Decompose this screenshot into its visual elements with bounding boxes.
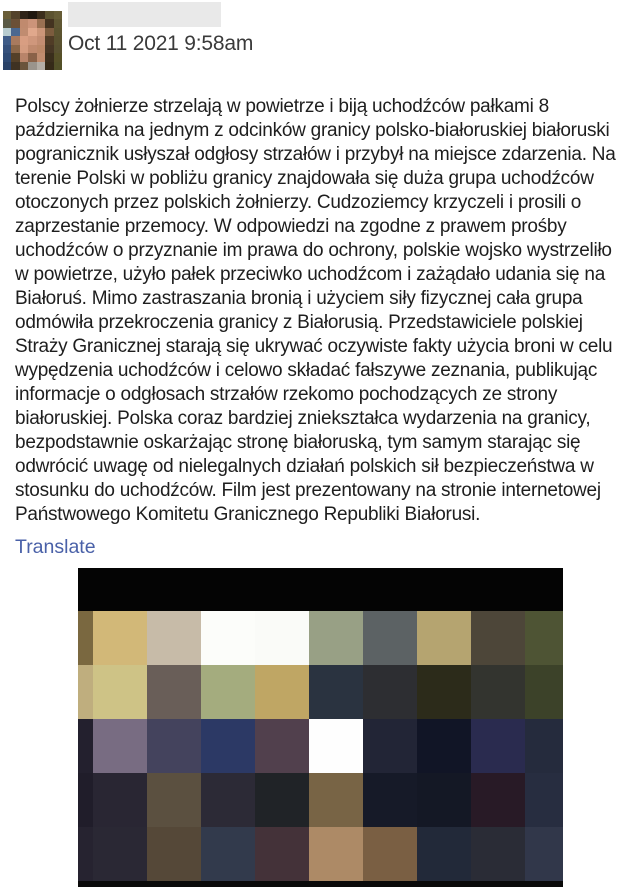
- pixel-cell: [471, 611, 525, 665]
- pixel-cell: [417, 827, 471, 881]
- pixel-cell: [363, 665, 417, 719]
- pixel-cell: [45, 62, 53, 70]
- pixel-cell: [37, 53, 45, 61]
- pixel-cell: [201, 827, 255, 881]
- pixel-cell: [525, 719, 563, 773]
- pixel-cell: [93, 611, 147, 665]
- pixel-cell: [28, 36, 36, 44]
- pixel-cell: [20, 45, 28, 53]
- pixel-cell: [45, 45, 53, 53]
- pixel-cell: [28, 28, 36, 36]
- pixel-cell: [54, 11, 62, 19]
- pixel-cell: [45, 19, 53, 27]
- pixel-cell: [3, 11, 11, 19]
- pixel-cell: [255, 665, 309, 719]
- pixel-cell: [93, 773, 147, 827]
- pixel-cell: [28, 53, 36, 61]
- pixel-cell: [78, 611, 93, 665]
- pixel-cell: [93, 719, 147, 773]
- pixel-cell: [78, 665, 93, 719]
- pixel-cell: [20, 11, 28, 19]
- pixel-cell: [54, 62, 62, 70]
- pixel-cell: [37, 45, 45, 53]
- pixel-cell: [45, 36, 53, 44]
- pixel-cell: [471, 719, 525, 773]
- blurred-frame-mosaic: [78, 611, 563, 881]
- pixel-cell: [471, 665, 525, 719]
- pixel-cell: [45, 11, 53, 19]
- pixel-cell: [37, 28, 45, 36]
- pixel-cell: [54, 53, 62, 61]
- pixel-cell: [3, 53, 11, 61]
- pixel-cell: [78, 719, 93, 773]
- pixel-cell: [201, 773, 255, 827]
- pixel-cell: [28, 11, 36, 19]
- pixel-cell: [20, 53, 28, 61]
- pixel-cell: [201, 719, 255, 773]
- pixel-cell: [363, 773, 417, 827]
- author-name-redacted[interactable]: [68, 2, 221, 27]
- pixel-cell: [93, 665, 147, 719]
- pixel-cell: [309, 827, 363, 881]
- pixel-cell: [471, 773, 525, 827]
- pixel-cell: [20, 28, 28, 36]
- pixel-cell: [78, 827, 93, 881]
- pixel-cell: [78, 773, 93, 827]
- pixel-cell: [363, 719, 417, 773]
- pixel-cell: [20, 62, 28, 70]
- pixel-cell: [363, 611, 417, 665]
- pixel-cell: [525, 611, 563, 665]
- pixel-cell: [147, 665, 201, 719]
- pixel-cell: [3, 36, 11, 44]
- pixel-cell: [11, 53, 19, 61]
- pixel-cell: [37, 11, 45, 19]
- pixel-cell: [93, 827, 147, 881]
- pixel-cell: [363, 827, 417, 881]
- pixel-cell: [37, 19, 45, 27]
- pixel-cell: [3, 62, 11, 70]
- pixel-cell: [255, 719, 309, 773]
- pixel-cell: [255, 611, 309, 665]
- pixel-cell: [11, 45, 19, 53]
- pixel-cell: [201, 611, 255, 665]
- pixel-cell: [37, 62, 45, 70]
- pixel-cell: [147, 611, 201, 665]
- pixel-cell: [417, 611, 471, 665]
- pixel-cell: [309, 773, 363, 827]
- pixel-cell: [28, 45, 36, 53]
- pixel-cell: [3, 45, 11, 53]
- pixel-cell: [28, 62, 36, 70]
- pixel-cell: [471, 827, 525, 881]
- pixel-cell: [54, 36, 62, 44]
- pixel-cell: [20, 19, 28, 27]
- pixel-cell: [28, 19, 36, 27]
- pixel-cell: [417, 773, 471, 827]
- pixel-cell: [309, 611, 363, 665]
- pixel-cell: [525, 773, 563, 827]
- pixel-cell: [201, 665, 255, 719]
- pixel-cell: [147, 773, 201, 827]
- pixel-cell: [309, 665, 363, 719]
- pixel-cell: [11, 28, 19, 36]
- pixel-cell: [45, 53, 53, 61]
- pixel-cell: [255, 773, 309, 827]
- pixel-cell: [147, 719, 201, 773]
- pixel-cell: [54, 19, 62, 27]
- video-thumbnail[interactable]: [78, 568, 563, 887]
- pixel-cell: [3, 28, 11, 36]
- pixel-cell: [45, 28, 53, 36]
- avatar[interactable]: [3, 11, 62, 70]
- pixel-cell: [525, 827, 563, 881]
- letterbox-bottom-bar: [78, 881, 563, 887]
- pixel-cell: [309, 719, 363, 773]
- pixel-cell: [54, 28, 62, 36]
- pixel-cell: [255, 827, 309, 881]
- pixel-cell: [417, 665, 471, 719]
- pixel-cell: [417, 719, 471, 773]
- pixel-cell: [11, 36, 19, 44]
- letterbox-top-bar: [78, 568, 563, 611]
- translate-link[interactable]: Translate: [15, 536, 96, 558]
- pixel-cell: [20, 36, 28, 44]
- pixel-cell: [11, 11, 19, 19]
- pixel-cell: [11, 62, 19, 70]
- post-timestamp: Oct 11 2021 9:58am: [68, 32, 254, 55]
- pixel-cell: [37, 36, 45, 44]
- pixel-cell: [147, 827, 201, 881]
- pixel-cell: [11, 19, 19, 27]
- pixel-cell: [3, 19, 11, 27]
- pixel-cell: [525, 665, 563, 719]
- post-body-text: Polscy żołnierze strzelają w powietrze i biją uchodźców pałkami 8 października na jednym z odcinków granicy polsko-białoruskiej białoruski pogranicznik usłyszał odgłosy strzałów i przybył na miejsce zdarzenia. Na terenie Polski w pobliżu granicy znajdowała się duża grupa uchodźców otoczonych przez polskich żołnierzy. Cudzoziemcy krzyczeli i prosili o zaprzestanie przemocy. W odpowiedzi na zgodne z prawem prośby uchodźców o przyznanie im prawa do ochrony, polskie wojsko wystrzeliło w powietrze, użyło pałek przeciwko uchodźcom i zażądało udania się na Białoruś. Mimo zastraszania bronią i użyciem siły fizycznej cała grupa odmówiła przekroczenia granicy z Białorusią. Przedstawiciele polskiej Straży Granicznej starają się ukrywać oczywiste fakty użycia broni w celu wypędzenia uchodźców i celowo składać fałszywe zeznania, publikując informacje o odgłosach strzałów rzekomo pochodzących ze strony białoruskiej. Polska coraz bardziej zniekształca wydarzenia na granicy, bezpodstawnie oskarżając stronę białoruską, tym samym starając się odwrócić uwagę od nielegalnych działań polskich sił bezpieczeństwa w stosunku do uchodźców. Film jest prezentowany na stronie internetowej Państwowego Komitetu Granicznego Republiki Białorusi.: [15, 96, 616, 525]
- pixel-cell: [54, 45, 62, 53]
